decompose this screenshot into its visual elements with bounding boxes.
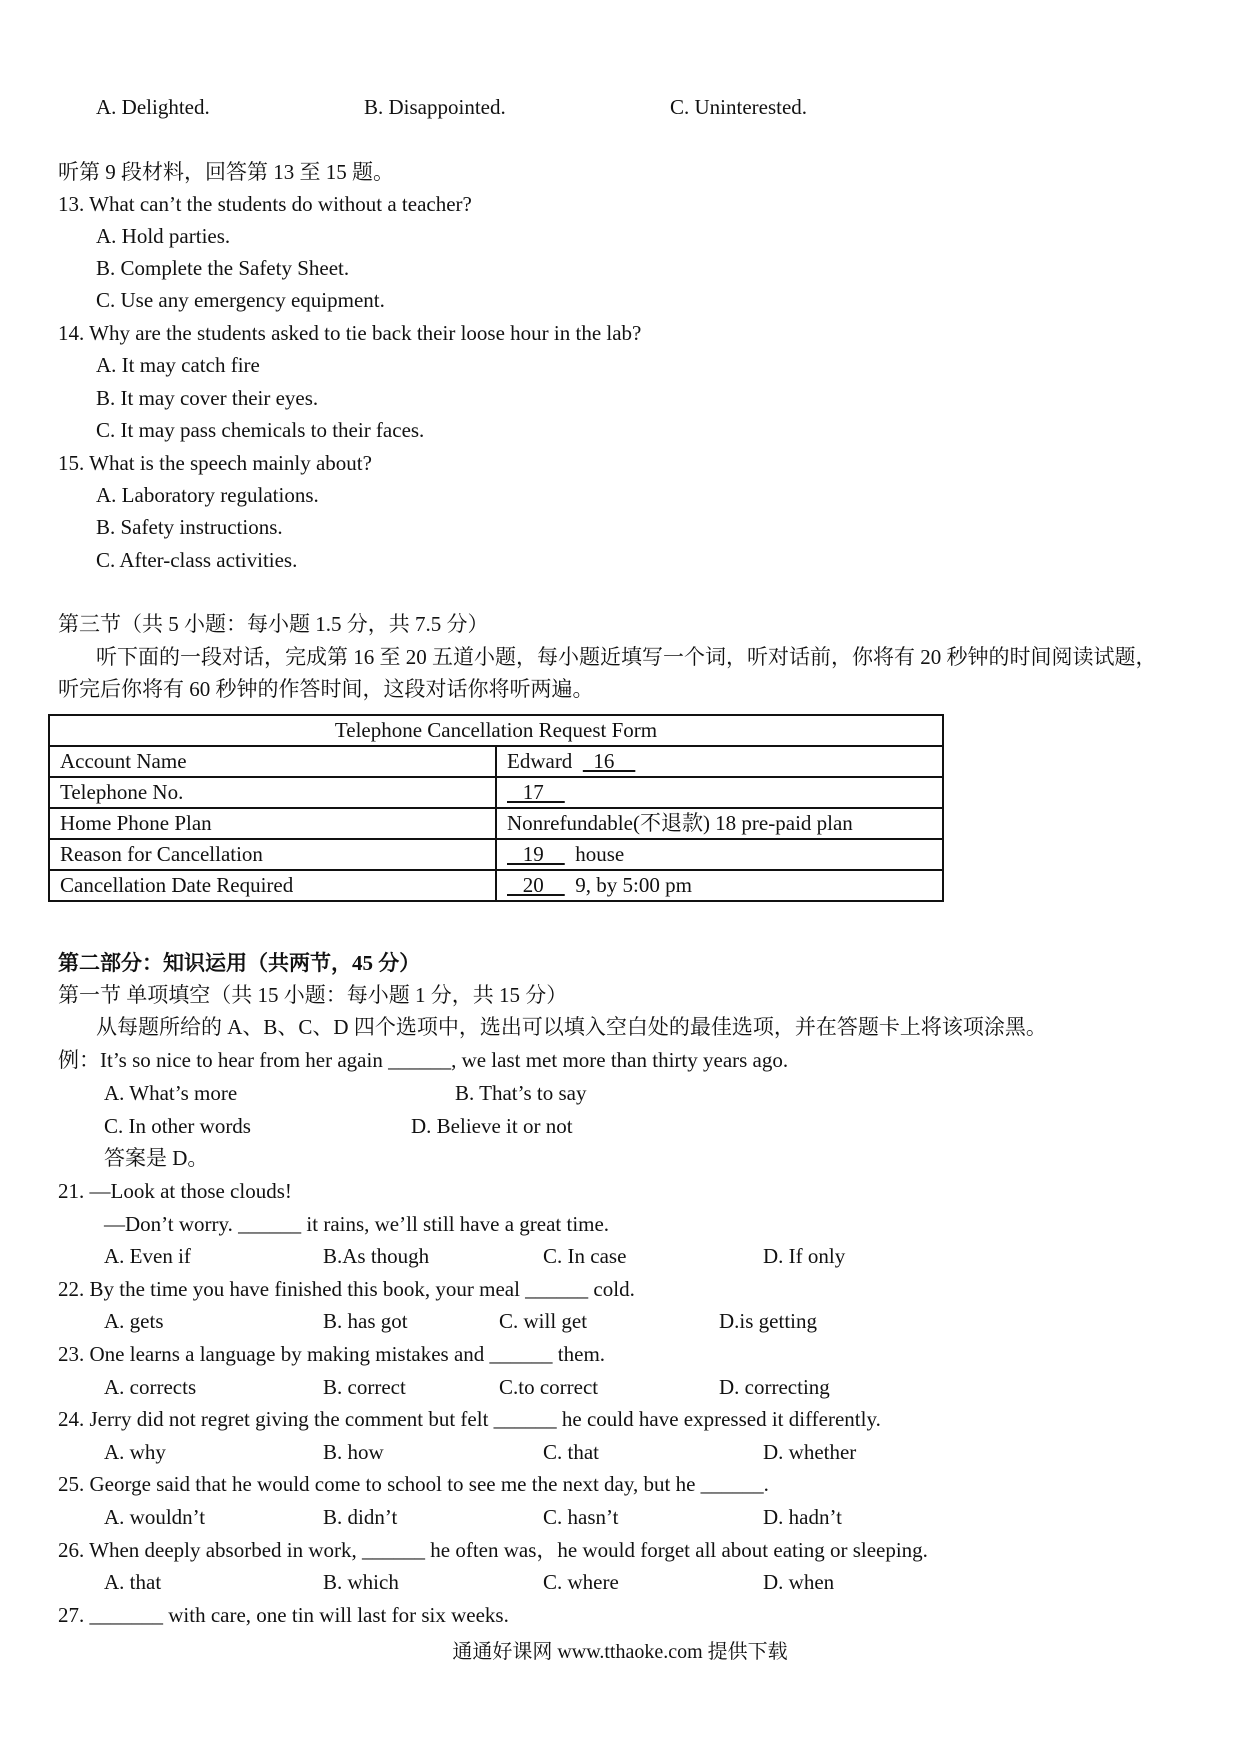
question-23: 23. One learns a language by making mistakes and ______ them. (58, 1342, 606, 1366)
question-26: 26. When deeply absorbed in work, ______ he often was，he would forget all about eating or sleeping. (58, 1538, 928, 1562)
form-blank: 16 (582, 749, 636, 773)
q15-option-a: A. Laboratory regulations. (96, 483, 319, 507)
q23-option-a: A. corrects (104, 1375, 197, 1399)
q13-option-c: C. Use any emergency equipment. (96, 288, 385, 312)
q22-option-d: D.is getting (719, 1309, 817, 1333)
option-b: B. Disappointed. (364, 95, 506, 119)
form-value (496, 839, 943, 870)
form-label: Cancellation Date Required (49, 870, 496, 901)
q21-option-b: B.As though (323, 1244, 430, 1268)
q23-option-c: C.to correct (499, 1375, 599, 1399)
q22-option-c: C. will get (499, 1309, 588, 1333)
q14-option-c: C. It may pass chemicals to their faces. (96, 418, 425, 442)
form-value-text: 9, by 5:00 pm (564, 873, 692, 897)
q25-option-c: C. hasn’t (543, 1505, 619, 1529)
form-label: Reason for Cancellation (49, 839, 496, 870)
question-25: 25. George said that he would come to school to see me the next day, but he ______. (58, 1472, 769, 1496)
example-option-a: A. What’s more (104, 1081, 238, 1105)
example-option-c: C. In other words (104, 1114, 251, 1138)
question-22: 22. By the time you have finished this book, your meal ______ cold. (58, 1277, 635, 1301)
form-blank: 17 (507, 780, 565, 804)
form-label: Home Phone Plan (49, 808, 496, 839)
cancellation-form-table (48, 714, 944, 902)
q23-option-b: B. correct (323, 1375, 406, 1399)
table-row (49, 808, 943, 839)
example-question: 例：It’s so nice to hear from her again ______, we last met more than thirty years ago. (58, 1048, 789, 1072)
table-row (49, 839, 943, 870)
q24-option-b: B. how (323, 1440, 384, 1464)
question-27: 27. _______ with care, one tin will last for six weeks. (58, 1603, 509, 1627)
page-footer: 通通好课网 www.tthaoke.com 提供下载 (452, 1641, 788, 1663)
form-label: Telephone No. (49, 777, 496, 808)
q25-option-b: B. didn’t (323, 1505, 398, 1529)
q14-option-b: B. It may cover their eyes. (96, 386, 319, 410)
table-row (49, 746, 943, 777)
q23-option-d: D. correcting (719, 1375, 830, 1399)
q24-option-a: A. why (104, 1440, 166, 1464)
form-value: Nonrefundable(不退款) 18 pre-paid plan (496, 808, 943, 839)
q21-option-d: D. If only (763, 1244, 846, 1268)
option-a: A. Delighted. (96, 95, 210, 119)
form-blank: 20 (507, 873, 565, 897)
form-blank: 19 (507, 842, 565, 866)
question-21: 21. —Look at those clouds! (58, 1179, 292, 1203)
q26-option-a: A. that (104, 1570, 162, 1594)
example-option-b: B. That’s to say (455, 1081, 587, 1105)
form-value-text: Edward (507, 749, 583, 773)
example-answer: 答案是 D。 (104, 1146, 209, 1170)
q26-option-c: C. where (543, 1570, 619, 1594)
q26-option-b: B. which (323, 1570, 399, 1594)
part2-heading: 第二部分：知识运用（共两节，45 分） (58, 951, 421, 975)
question-24: 24. Jerry did not regret giving the comment but felt ______ he could have expressed it differently. (58, 1407, 881, 1431)
question-14: 14. Why are the students asked to tie back their loose hour in the lab? (58, 321, 642, 345)
form-value (496, 777, 943, 808)
q13-option-a: A. Hold parties. (96, 224, 231, 248)
q22-option-a: A. gets (104, 1309, 164, 1333)
q21-option-c: C. In case (543, 1244, 627, 1268)
q15-option-c: C. After-class activities. (96, 548, 298, 572)
section-intro: 听第 9 段材料，回答第 13 至 15 题。 (58, 160, 394, 184)
question-21-line2: —Don’t worry. ______ it rains, we’ll still have a great time. (104, 1212, 610, 1236)
q21-option-a: A. Even if (104, 1244, 191, 1268)
example-option-d: D. Believe it or not (411, 1114, 573, 1138)
part3-instruction-1: 听下面的一段对话，完成第 16 至 20 五道小题，每小题近填写一个词，听对话前，你将有 20 秒钟的时间阅读试题， (96, 645, 1157, 669)
part2-section1: 第一节 单项填空（共 15 小题：每小题 1 分，共 15 分） (58, 983, 568, 1007)
q22-option-b: B. has got (323, 1309, 408, 1333)
q25-option-d: D. hadn’t (763, 1505, 842, 1529)
form-title: Telephone Cancellation Request Form (49, 715, 943, 746)
part3-heading: 第三节（共 5 小题：每小题 1.5 分，共 7.5 分） (58, 612, 489, 636)
part3-instruction-2: 听完后你将有 60 秒钟的作答时间，这段对话你将听两遍。 (58, 677, 594, 701)
form-value-text: house (564, 842, 625, 866)
table-row (49, 870, 943, 901)
part2-instruction: 从每题所给的 A、B、C、D 四个选项中，选出可以填入空白处的最佳选项，并在答题卡上将该项涂黑。 (96, 1015, 1047, 1039)
q26-option-d: D. when (763, 1570, 835, 1594)
q24-option-d: D. whether (763, 1440, 857, 1464)
question-13: 13. What can’t the students do without a teacher? (58, 192, 472, 216)
form-label: Account Name (49, 746, 496, 777)
q24-option-c: C. that (543, 1440, 599, 1464)
question-15: 15. What is the speech mainly about? (58, 451, 372, 475)
form-value (496, 746, 943, 777)
q13-option-b: B. Complete the Safety Sheet. (96, 256, 350, 280)
option-c: C. Uninterested. (670, 95, 808, 119)
q14-option-a: A. It may catch fire (96, 353, 260, 377)
form-value (496, 870, 943, 901)
q15-option-b: B. Safety instructions. (96, 515, 283, 539)
q25-option-a: A. wouldn’t (104, 1505, 206, 1529)
table-row (49, 777, 943, 808)
